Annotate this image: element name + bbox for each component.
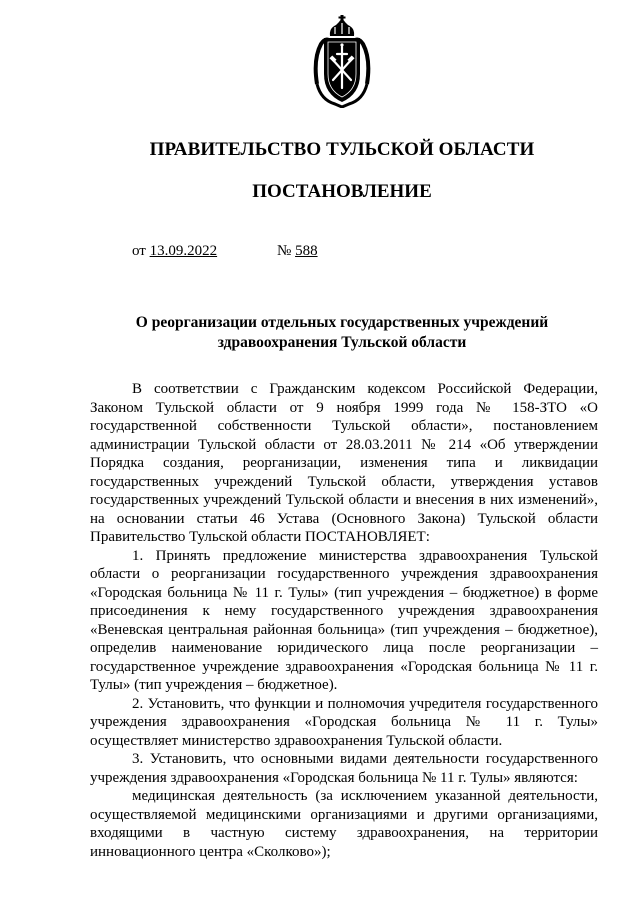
paragraph-preamble: В соответствии с Гражданским кодексом Российской Федерации, Законом Тульской области от 9 ноября 1999 года № 158-ЗТО «О государственной собственности Тульской области», постановлением администрации Тульской области от 28.03.2011 № 214 «Об утверждении Порядка создания, реорганизации, изменения типа и ликвидации государственных учреждений Тульской области, утверждения уставов государственных учреждений Тульской области и внесения в них изменений», на основании статьи 46 Устава (Основного Закона) Тульской области Правительство Тульской области ПОСТАНОВЛЯЕТ: — [90, 381, 598, 545]
paragraph-activity-1: медицинская деятельность (за исключением указанной деятельности, осуществляемой медицинскими организациями и другими организациями, входящими в частную систему здравоохранения, на территории инновационного центра «Сколково»); — [90, 788, 598, 860]
document-date: 13.09.2022 — [149, 243, 218, 259]
title-line-1: О реорганизации отдельных государственных учреждений — [135, 314, 549, 331]
tula-coat-of-arms-icon — [311, 14, 373, 108]
date-prefix: от — [132, 243, 150, 259]
number-line — [277, 243, 318, 260]
paragraph-item-3: 3. Установить, что основными видами деятельности государственного учреждения здравоохранения «Городская больница № 11 г. Тулы» являются: — [90, 751, 598, 786]
government-name: ПРАВИТЕЛЬСТВО ТУЛЬСКОЙ ОБЛАСТИ — [149, 139, 535, 160]
document-type: ПОСТАНОВЛЕНИЕ — [252, 181, 432, 202]
document-number: 588 — [295, 243, 318, 259]
number-prefix: № — [277, 243, 296, 259]
paragraph-item-2: 2. Установить, что функции и полномочия учредителя государственного учреждения здравоохранения «Городская больница № 11 г. Тулы» осуществляет министерство здравоохранения Тульской области. — [90, 695, 598, 749]
title-line-2: здравоохранения Тульской области — [217, 334, 467, 351]
document-body — [90, 380, 598, 861]
paragraph-item-1: 1. Принять предложение министерства здравоохранения Тульской области о реорганизации государственного учреждения здравоохранения «Городская больница № 11 г. Тулы» (тип учреждения – бюджетное) в форме присоединения к нему государственного учреждения здравоохранения «Веневская центральная районная больница» (тип учреждения – бюджетное), определив наименование юридического лица после реорганизации – государственное учреждение здравоохранения «Городская больница № 11 г. Тулы» (тип учреждения – бюджетное). — [90, 547, 598, 693]
document-title — [80, 313, 604, 353]
date-line — [132, 243, 217, 260]
